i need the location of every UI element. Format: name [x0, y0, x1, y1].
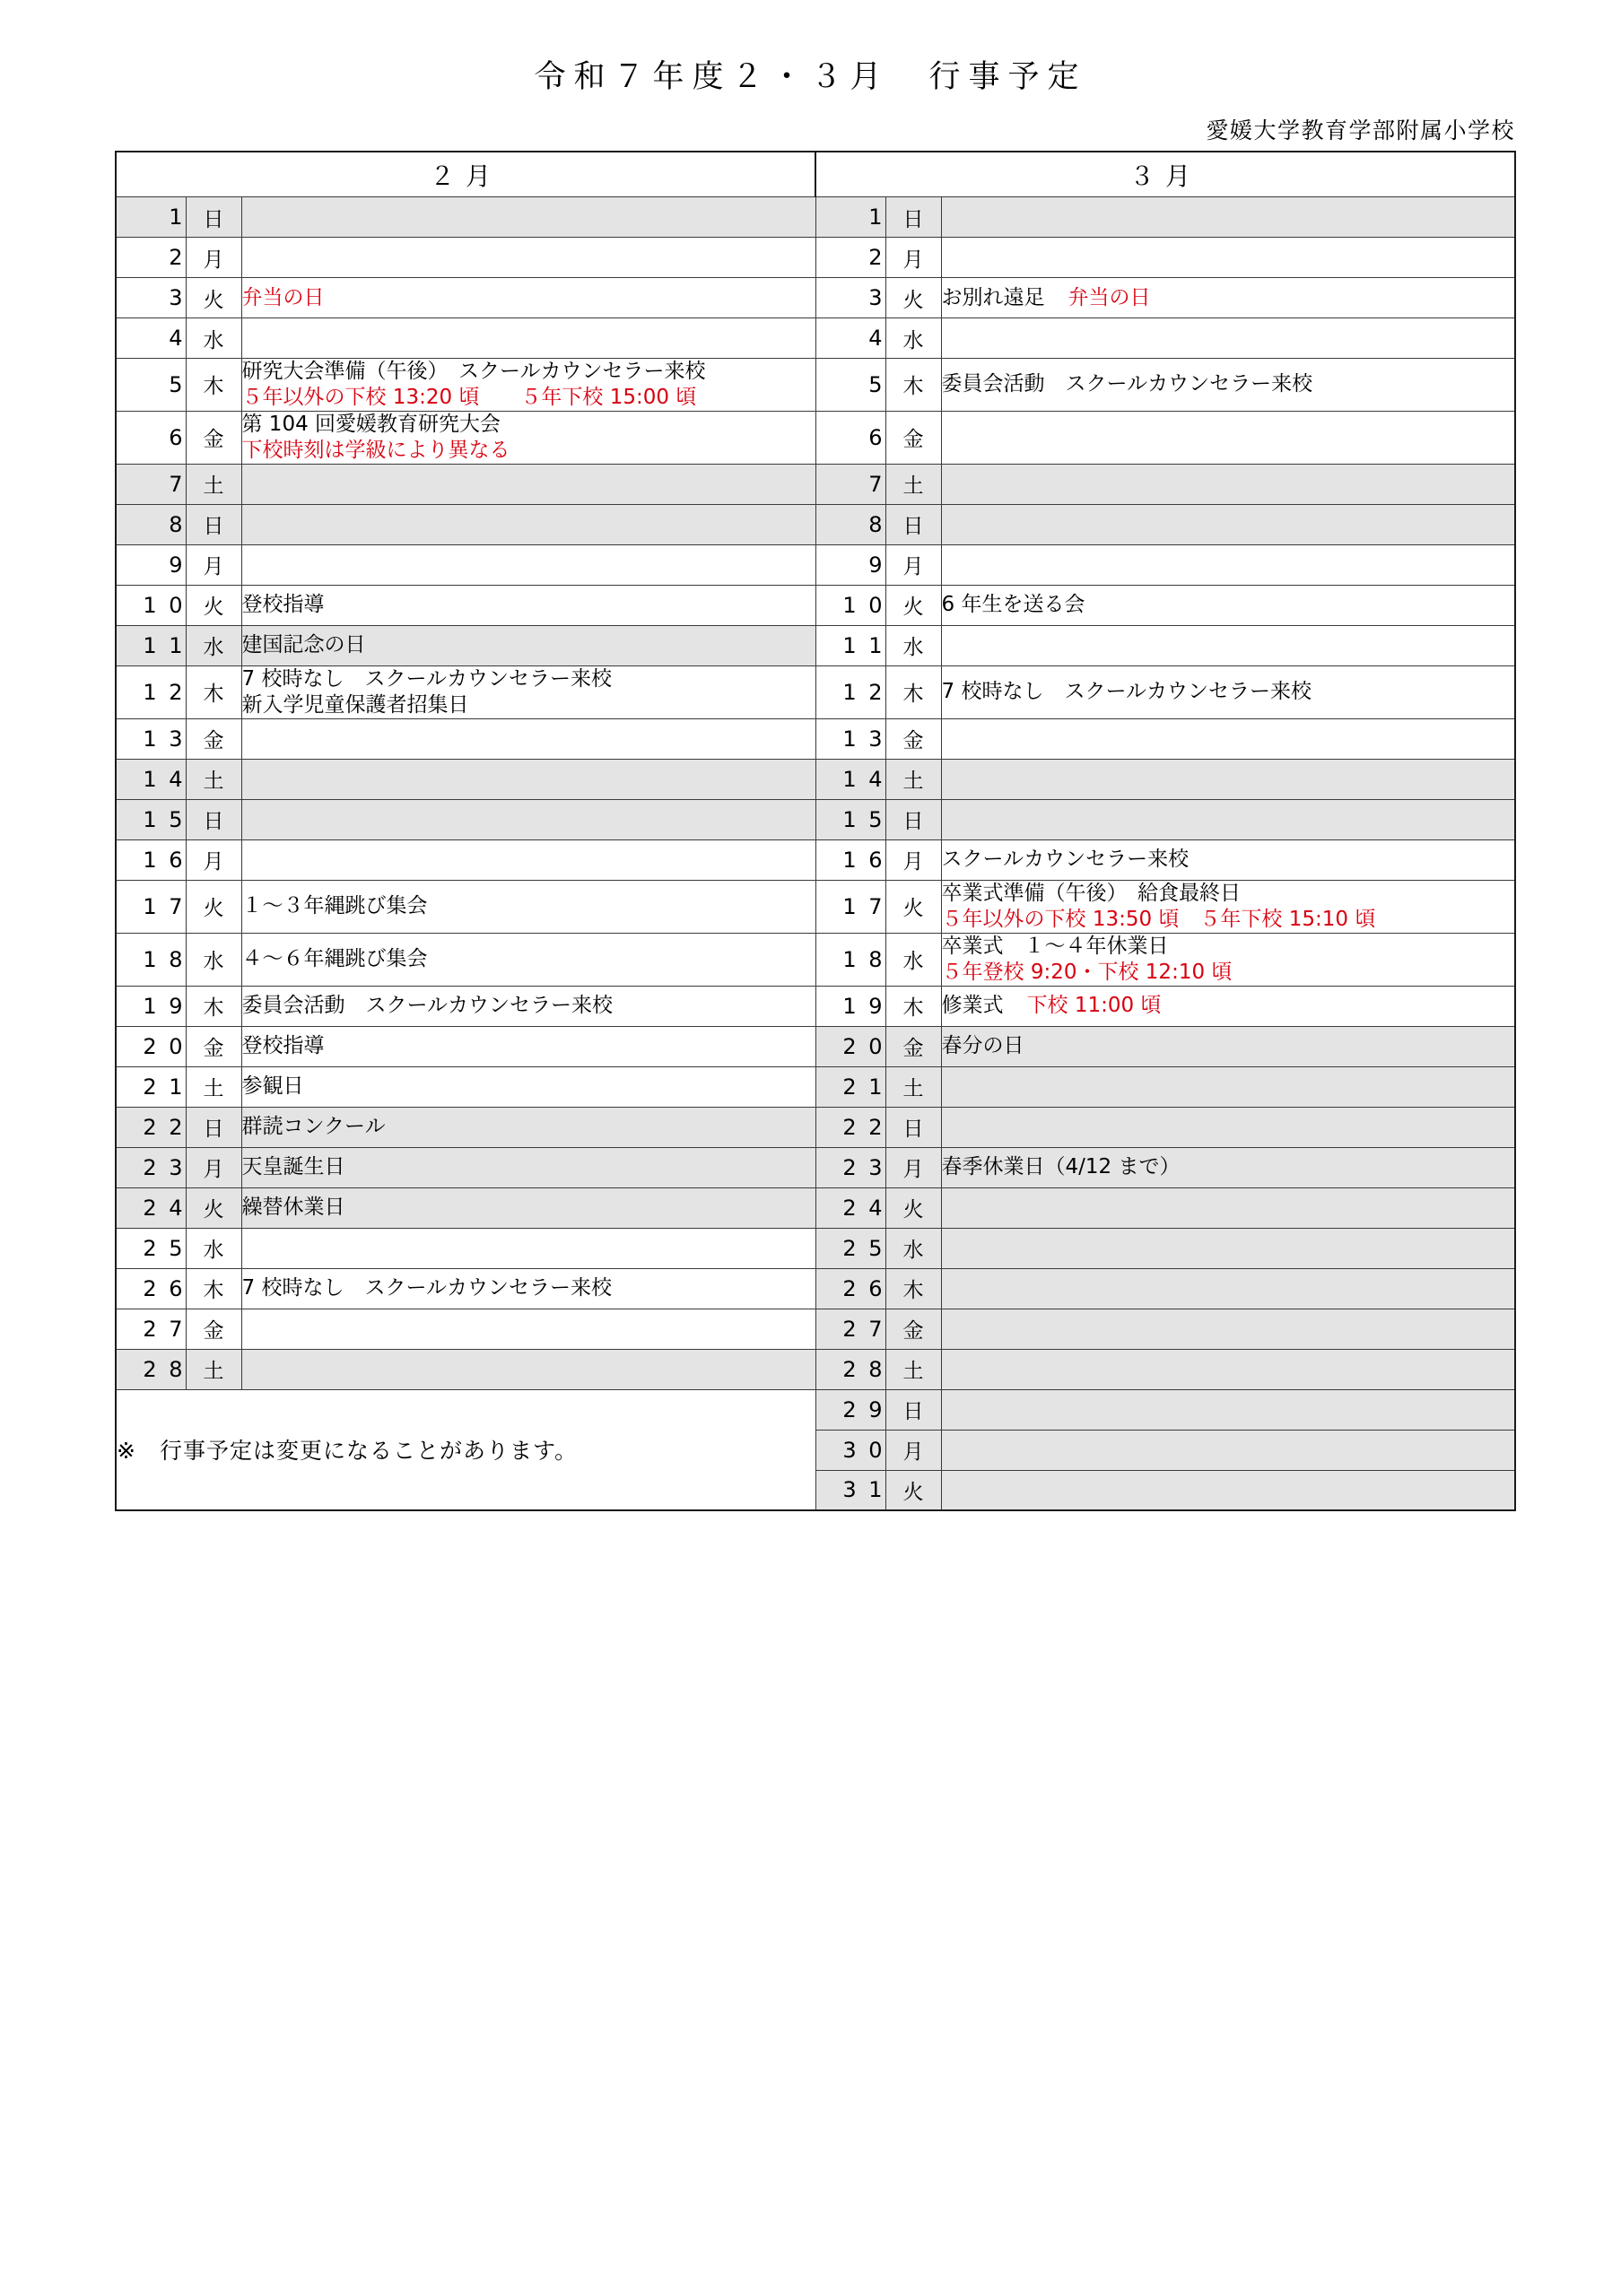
event-cell-february [241, 799, 815, 839]
event-cell-march [941, 318, 1515, 359]
weekday-cell-march: 水 [885, 933, 941, 986]
event-cell-march [941, 880, 1515, 933]
weekday-cell-february: 日 [186, 504, 241, 544]
date-cell-march: 1 0 [815, 585, 885, 625]
date-cell-february: 5 [116, 359, 186, 412]
date-cell-february: 2 3 [116, 1147, 186, 1187]
date-cell-march: 9 [815, 544, 885, 585]
event-cell-february [241, 1187, 815, 1228]
weekday-cell-february: 土 [186, 464, 241, 504]
date-cell-march: 2 5 [815, 1228, 885, 1268]
event-cell-march [941, 1107, 1515, 1147]
date-cell-march: 1 1 [815, 625, 885, 665]
event-text-segment: 建国記念の日 [241, 633, 366, 657]
table-row [116, 665, 1515, 718]
weekday-cell-march: 金 [885, 1309, 941, 1349]
date-cell-february: 1 7 [116, 880, 186, 933]
table-head [116, 152, 1515, 197]
date-cell-march: 1 5 [815, 799, 885, 839]
date-cell-february: 4 [116, 318, 186, 359]
event-text-segment: 7 校時なし スクールカウンセラー来校 [941, 680, 1312, 704]
event-cell-march [941, 238, 1515, 278]
table-row [116, 718, 1515, 759]
month-header-march: ３月 [815, 152, 1515, 197]
date-cell-march: 3 1 [815, 1470, 885, 1510]
date-cell-february: 1 4 [116, 759, 186, 799]
event-text-segment: ５年以外の下校 13:50 頃 ５年下校 15:10 頃 [941, 907, 1376, 931]
date-cell-march: 2 [815, 238, 885, 278]
event-text-segment: 弁当の日 [241, 285, 325, 309]
weekday-cell-march: 木 [885, 359, 941, 412]
event-text-segment: 下校 11:00 頃 [1026, 994, 1162, 1018]
event-cell-march [941, 1309, 1515, 1349]
event-text [242, 993, 815, 1019]
event-text [242, 692, 815, 718]
date-cell-february: 8 [116, 504, 186, 544]
event-text [942, 993, 1515, 1019]
weekday-cell-february: 火 [186, 278, 241, 318]
event-text-segment: 群読コンクール [241, 1115, 386, 1139]
event-cell-february [241, 1026, 815, 1066]
event-text [242, 632, 815, 658]
event-cell-february [241, 278, 815, 318]
table-row [116, 986, 1515, 1026]
date-cell-march: 1 2 [815, 665, 885, 718]
table-row [116, 318, 1515, 359]
event-text-segment: 6 年生を送る会 [941, 593, 1085, 617]
table-row [116, 464, 1515, 504]
date-cell-march: 2 6 [815, 1268, 885, 1309]
event-cell-march [941, 1389, 1515, 1430]
weekday-cell-february: 土 [186, 1066, 241, 1107]
event-cell-february [241, 839, 815, 880]
table-row [116, 933, 1515, 986]
event-text-segment: ５年以外の下校 13:20 頃 ５年下校 15:00 頃 [241, 385, 697, 409]
event-cell-march [941, 544, 1515, 585]
event-cell-february [241, 197, 815, 238]
weekday-cell-february: 水 [186, 1228, 241, 1268]
weekday-cell-february: 金 [186, 1309, 241, 1349]
event-cell-march [941, 1228, 1515, 1268]
date-cell-march: 2 2 [815, 1107, 885, 1147]
event-text-segment: 研究大会準備（午後） スクールカウンセラー来校 [241, 360, 706, 383]
event-cell-march [941, 759, 1515, 799]
table-row [116, 359, 1515, 412]
event-text-segment: 7 校時なし スクールカウンセラー来校 [241, 666, 612, 691]
event-text-segment: 委員会活動 スクールカウンセラー来校 [941, 372, 1313, 396]
date-cell-march: 1 8 [815, 933, 885, 986]
event-text-segment: 登校指導 [241, 1034, 325, 1058]
footnote-cell [116, 1389, 815, 1510]
weekday-cell-march: 土 [885, 759, 941, 799]
date-cell-february: 2 4 [116, 1187, 186, 1228]
weekday-cell-march: 火 [885, 1187, 941, 1228]
table-row [116, 1309, 1515, 1349]
table-row [116, 1107, 1515, 1147]
event-cell-march [941, 1066, 1515, 1107]
event-text [242, 359, 815, 385]
event-text [242, 1275, 815, 1301]
event-text-segment: 下校時刻は学級により異なる [241, 438, 510, 462]
event-cell-march [941, 359, 1515, 412]
weekday-cell-march: 日 [885, 799, 941, 839]
date-cell-february: 9 [116, 544, 186, 585]
event-cell-february [241, 238, 815, 278]
date-cell-february: 1 5 [116, 799, 186, 839]
weekday-cell-march: 水 [885, 625, 941, 665]
date-cell-february: 2 0 [116, 1026, 186, 1066]
date-cell-february: 1 [116, 197, 186, 238]
event-text-segment: ４～６年縄跳び集会 [241, 947, 428, 971]
event-cell-february [241, 718, 815, 759]
weekday-cell-march: 火 [885, 1470, 941, 1510]
weekday-cell-february: 日 [186, 799, 241, 839]
date-cell-march: 8 [815, 504, 885, 544]
date-cell-march: 2 4 [815, 1187, 885, 1228]
date-cell-february: 1 6 [116, 839, 186, 880]
weekday-cell-february: 火 [186, 1187, 241, 1228]
event-text [242, 385, 815, 411]
date-cell-february: 1 0 [116, 585, 186, 625]
event-text [942, 881, 1515, 907]
weekday-cell-march: 日 [885, 504, 941, 544]
event-text-segment: 7 校時なし スクールカウンセラー来校 [241, 1276, 612, 1300]
event-cell-february [241, 504, 815, 544]
weekday-cell-march: 月 [885, 1147, 941, 1187]
weekday-cell-february: 月 [186, 238, 241, 278]
event-text-segment: 委員会活動 スクールカウンセラー来校 [241, 994, 614, 1018]
weekday-cell-february: 日 [186, 197, 241, 238]
table-row [116, 411, 1515, 464]
table-row [116, 880, 1515, 933]
weekday-cell-march: 日 [885, 1107, 941, 1147]
event-cell-march [941, 799, 1515, 839]
event-cell-march [941, 933, 1515, 986]
event-cell-february [241, 933, 815, 986]
event-cell-march [941, 278, 1515, 318]
date-cell-march: 3 [815, 278, 885, 318]
table-row [116, 1389, 1515, 1430]
table-row [116, 625, 1515, 665]
weekday-cell-february: 金 [186, 1026, 241, 1066]
weekday-cell-march: 金 [885, 411, 941, 464]
weekday-cell-march: 土 [885, 1066, 941, 1107]
event-text [942, 285, 1515, 311]
event-cell-february [241, 544, 815, 585]
event-cell-february [241, 625, 815, 665]
date-cell-march: 7 [815, 464, 885, 504]
date-cell-february: 1 8 [116, 933, 186, 986]
event-cell-february [241, 880, 815, 933]
table-row [116, 278, 1515, 318]
table-row [116, 1147, 1515, 1187]
event-text-segment: １～３年縄跳び集会 [241, 894, 428, 918]
date-cell-march: 2 0 [815, 1026, 885, 1066]
event-cell-march [941, 1147, 1515, 1187]
event-text [942, 371, 1515, 397]
date-cell-february: 1 2 [116, 665, 186, 718]
weekday-cell-february: 木 [186, 986, 241, 1026]
event-cell-february [241, 1228, 815, 1268]
event-cell-february [241, 1066, 815, 1107]
event-text [242, 1074, 815, 1100]
date-cell-february: 2 6 [116, 1268, 186, 1309]
school-name: 愛媛大学教育学部附属小学校 [1206, 117, 1515, 144]
date-cell-february: 3 [116, 278, 186, 318]
weekday-cell-february: 水 [186, 625, 241, 665]
weekday-cell-march: 木 [885, 665, 941, 718]
weekday-cell-march: 火 [885, 278, 941, 318]
table-row [116, 1228, 1515, 1268]
weekday-cell-february: 金 [186, 718, 241, 759]
date-cell-february: 2 7 [116, 1309, 186, 1349]
event-text [242, 438, 815, 464]
event-cell-march [941, 665, 1515, 718]
event-cell-march [941, 625, 1515, 665]
date-cell-march: 1 9 [815, 986, 885, 1026]
event-cell-march [941, 585, 1515, 625]
event-cell-march [941, 718, 1515, 759]
event-text [242, 946, 815, 972]
event-text-segment: お別れ遠足 [941, 285, 1045, 309]
weekday-cell-march: 日 [885, 197, 941, 238]
date-cell-march: 6 [815, 411, 885, 464]
event-text-segment: ５年登校 9:20・下校 12:10 頃 [941, 960, 1233, 984]
event-text [242, 666, 815, 692]
table-row [116, 1066, 1515, 1107]
event-text [242, 893, 815, 919]
event-cell-march [941, 986, 1515, 1026]
month-header-row [116, 152, 1515, 197]
event-cell-february [241, 1268, 815, 1309]
weekday-cell-march: 土 [885, 1349, 941, 1389]
weekday-cell-march: 火 [885, 585, 941, 625]
weekday-cell-march: 月 [885, 544, 941, 585]
event-text-segment: 修業式 [941, 994, 1004, 1018]
event-cell-february [241, 464, 815, 504]
weekday-cell-march: 木 [885, 986, 941, 1026]
event-text-segment: 第 104 回愛媛教育研究大会 [241, 412, 501, 436]
event-cell-march [941, 839, 1515, 880]
weekday-cell-march: 土 [885, 464, 941, 504]
event-cell-february [241, 665, 815, 718]
date-cell-march: 4 [815, 318, 885, 359]
event-text-segment: 春分の日 [941, 1034, 1024, 1058]
weekday-cell-march: 木 [885, 1268, 941, 1309]
date-cell-march: 1 4 [815, 759, 885, 799]
table-row [116, 1349, 1515, 1389]
date-cell-march: 1 7 [815, 880, 885, 933]
event-cell-february [241, 1107, 815, 1147]
event-text [242, 1195, 815, 1221]
event-text [242, 1033, 815, 1059]
event-text-segment: スクールカウンセラー来校 [941, 848, 1190, 872]
date-cell-february: 7 [116, 464, 186, 504]
page-title: 令和７年度２・３月 行事予定 [534, 59, 1087, 95]
weekday-cell-march: 金 [885, 1026, 941, 1066]
table-row [116, 504, 1515, 544]
date-cell-march: 1 [815, 197, 885, 238]
weekday-cell-february: 月 [186, 544, 241, 585]
date-cell-march: 2 9 [815, 1389, 885, 1430]
event-text [242, 285, 815, 311]
event-cell-february [241, 411, 815, 464]
event-cell-february [241, 759, 815, 799]
table-row [116, 1268, 1515, 1309]
date-cell-march: 1 6 [815, 839, 885, 880]
event-text-segment: 弁当の日 [1068, 285, 1151, 309]
weekday-cell-february: 月 [186, 1147, 241, 1187]
event-cell-march [941, 464, 1515, 504]
date-cell-february: 2 8 [116, 1349, 186, 1389]
month-header-february: ２月 [116, 152, 815, 197]
event-cell-february [241, 318, 815, 359]
event-text [942, 960, 1515, 986]
event-cell-march [941, 1470, 1515, 1510]
date-cell-march: 2 7 [815, 1309, 885, 1349]
event-text-segment: 登校指導 [241, 593, 325, 617]
weekday-cell-february: 金 [186, 411, 241, 464]
event-text-segment: 繰替休業日 [241, 1196, 345, 1220]
weekday-cell-february: 水 [186, 318, 241, 359]
event-text [942, 679, 1515, 705]
weekday-cell-february: 火 [186, 880, 241, 933]
event-cell-february [241, 986, 815, 1026]
weekday-cell-february: 木 [186, 1268, 241, 1309]
event-text [242, 1154, 815, 1180]
date-cell-march: 2 1 [815, 1066, 885, 1107]
event-text [242, 1114, 815, 1140]
event-text [242, 592, 815, 618]
date-cell-march: 5 [815, 359, 885, 412]
weekday-cell-march: 金 [885, 718, 941, 759]
date-cell-february: 1 9 [116, 986, 186, 1026]
event-cell-february [241, 1349, 815, 1389]
event-cell-february [241, 585, 815, 625]
event-text-segment: 新入学児童保護者招集日 [241, 692, 469, 717]
event-text [942, 1033, 1515, 1059]
weekday-cell-february: 木 [186, 665, 241, 718]
event-cell-march [941, 504, 1515, 544]
event-cell-march [941, 411, 1515, 464]
footnote-text: ※ 行事予定は変更になることがあります。 [117, 1438, 578, 1465]
event-cell-march [941, 1349, 1515, 1389]
event-text-segment: 卒業式準備（午後） 給食最終日 [941, 881, 1242, 905]
date-cell-march: 2 8 [815, 1349, 885, 1389]
event-text [942, 1154, 1515, 1180]
weekday-cell-march: 月 [885, 1430, 941, 1470]
date-cell-february: 2 2 [116, 1107, 186, 1147]
event-text [942, 592, 1515, 618]
date-cell-march: 2 3 [815, 1147, 885, 1187]
event-cell-march [941, 1268, 1515, 1309]
event-schedule-table [115, 151, 1516, 1511]
table-row [116, 759, 1515, 799]
weekday-cell-march: 水 [885, 1228, 941, 1268]
date-cell-february: 1 1 [116, 625, 186, 665]
weekday-cell-march: 月 [885, 238, 941, 278]
weekday-cell-february: 火 [186, 585, 241, 625]
weekday-cell-february: 日 [186, 1107, 241, 1147]
date-cell-february: 2 [116, 238, 186, 278]
weekday-cell-march: 月 [885, 839, 941, 880]
event-text [942, 934, 1515, 960]
event-text [942, 847, 1515, 873]
event-text-segment: 卒業式 １～４年休業日 [941, 934, 1169, 958]
date-cell-march: 1 3 [815, 718, 885, 759]
date-cell-march: 3 0 [815, 1430, 885, 1470]
table-row [116, 544, 1515, 585]
weekday-cell-march: 火 [885, 880, 941, 933]
weekday-cell-february: 木 [186, 359, 241, 412]
event-cell-february [241, 1309, 815, 1349]
weekday-cell-february: 土 [186, 759, 241, 799]
date-cell-february: 6 [116, 411, 186, 464]
table-body [116, 197, 1515, 1511]
event-cell-march [941, 1187, 1515, 1228]
table-row [116, 839, 1515, 880]
event-text [942, 907, 1515, 933]
weekday-cell-february: 月 [186, 839, 241, 880]
table-row [116, 1187, 1515, 1228]
table-row [116, 585, 1515, 625]
event-text-segment: 天皇誕生日 [241, 1155, 345, 1179]
table-row [116, 799, 1515, 839]
event-text-segment: 参観日 [241, 1074, 304, 1099]
event-cell-february [241, 1147, 815, 1187]
event-cell-february [241, 359, 815, 412]
calendar-table-wrapper [0, 145, 1621, 1511]
table-row [116, 197, 1515, 238]
event-text-segment: 春季休業日（4/12 まで） [941, 1155, 1181, 1179]
event-text [242, 412, 815, 438]
event-cell-march [941, 197, 1515, 238]
date-cell-february: 2 5 [116, 1228, 186, 1268]
date-cell-february: 1 3 [116, 718, 186, 759]
date-cell-february: 2 1 [116, 1066, 186, 1107]
weekday-cell-march: 水 [885, 318, 941, 359]
event-cell-march [941, 1430, 1515, 1470]
weekday-cell-february: 土 [186, 1349, 241, 1389]
weekday-cell-march: 日 [885, 1389, 941, 1430]
table-row [116, 238, 1515, 278]
event-cell-march [941, 1026, 1515, 1066]
table-row [116, 1026, 1515, 1066]
weekday-cell-february: 水 [186, 933, 241, 986]
